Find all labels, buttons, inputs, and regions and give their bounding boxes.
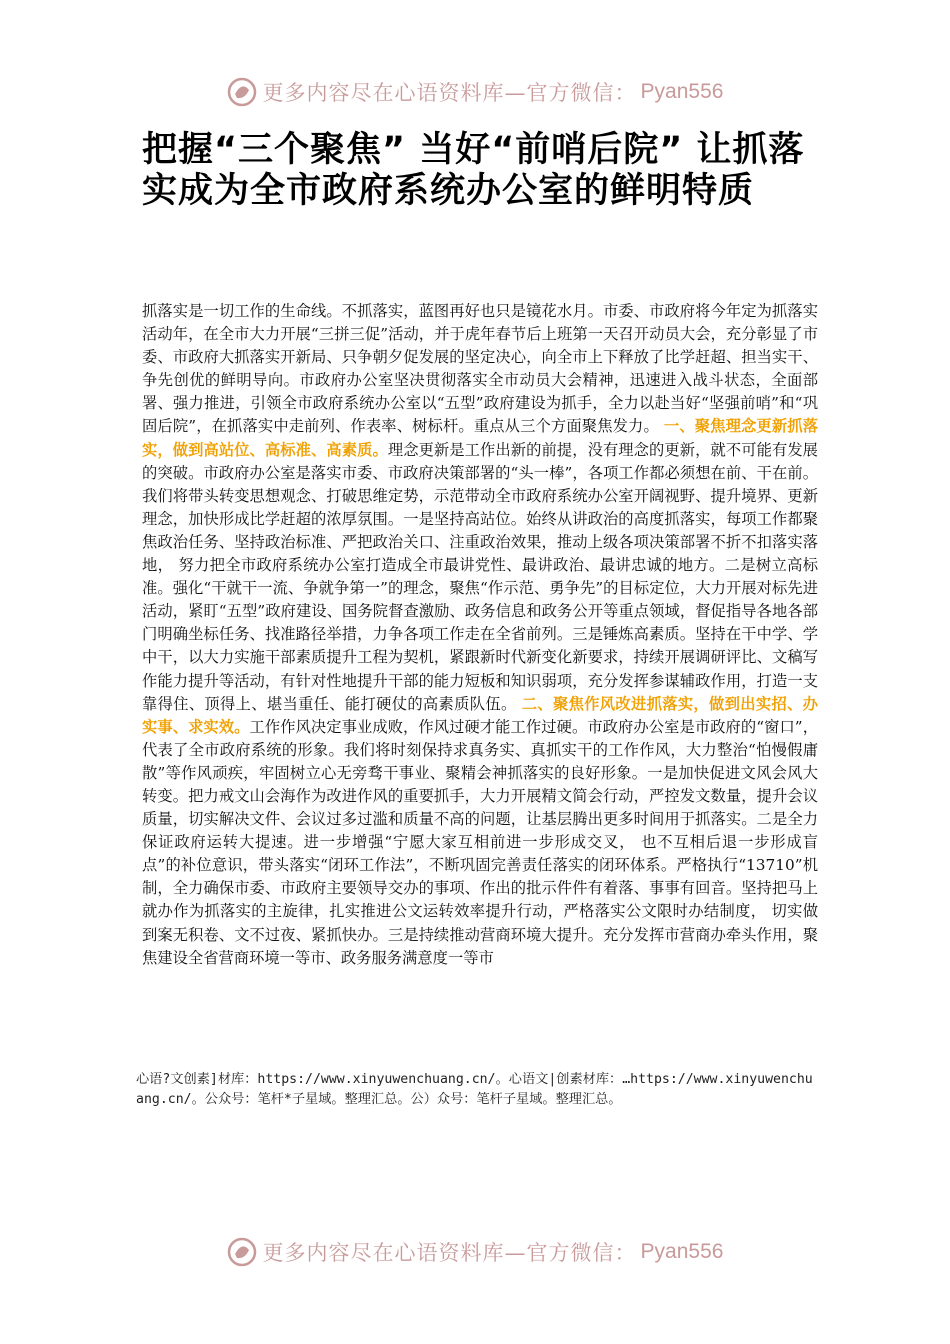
document-title: 把握“三个聚焦” 当好“前哨后院” 让抓落实成为全市政府系统办公室的鲜明特质 [142, 130, 805, 211]
logo-icon [227, 77, 257, 107]
section-heading-1: 一、聚焦理念更新抓落实，做到高站位、高标准、高素质。 [142, 417, 818, 459]
section-heading-2: 二、聚焦作风改进抓落实，做到出实招、办实事、求实效。 [142, 694, 818, 736]
body-paragraph: 工作作风决定事业成败，作风过硬才能工作过硬。市政府办公室是市政府的“窗口”，代表了全市政府系统的形象。我们将时刻保持求真务实、真抓实干的工作作风，大力整治“怕慢假庸散”等作风顽疾，牢固树立心无旁骛干事业、聚精会神抓落实的良好形象。一是加快促进文风会风大转变。把力戒文山会海作为改进作风的重要抓手，大力开展精文简会行动，严控发文数量，提升会议质量，切实解决文件、会议过多过滥和质量不高的问题，让基层腾出更多时间用于抓落实。二是全力保证政府运转大提速。进一步增强“宁愿大家互相前进一步形成交叉， 也不互相后退一步形成盲点”的补位意识，带头落实“闭环工作法”，不断巩固完善责任落实的闭环体系。严格执行“13710”机制，全力确保市委、市政府主要领导交办的事项、作出的批示件件有着落、事事有回音。坚持把马上就办作为抓落实的主旋律，扎实推进公文运转效率提升行动，严格落实公文限时办结制度， 切实做到案无积卷、文不过夜、紧抓快办。三是持续推动营商环境大提升。充分发挥市营商办牵头作用，聚焦建设全省营商环境一等市、政务服务满意度一等市 [142, 717, 818, 967]
banner-wechat-id: Pyan556 [640, 1240, 724, 1263]
footer-banner [0, 1232, 950, 1272]
banner-wechat-id: Pyan556 [640, 80, 724, 103]
banner-text: 更多内容尽在心语资料库—官方微信： [262, 81, 637, 105]
logo-icon [227, 1237, 257, 1267]
body-paragraph: 理念更新是工作出新的前提，没有理念的更新，就不可能有发展的突破。市政府办公室是落实市委、市政府决策部署的“头一棒”，各项工作都必须想在前、干在前。我们将带头转变思想观念、打破思维定势，示范带动全市政府系统办公室开阔视野、提升境界、更新理念，加快形成比学赶超的浓厚氛围。一是坚持高站位。始终从讲政治的高度抓落实，每项工作都聚焦政治任务、坚持政治标准、严把政治关口、注重政治效果，推动上级各项决策部署不折不扣落实落地， 努力把全市政府系统办公室打造成全市最讲党性、最讲政治、最讲忠诚的地方。二是树立高标准。强化“干就干一流、争就争第一”的理念，聚焦“作示范、勇争先”的目标定位，大力开展对标先进活动，紧盯“五型”政府建设、国务院督查激励、政务信息和政务公开等重点领域，督促指导各地各部门明确坐标任务、找准路径举措，力争各项工作走在全省前列。三是锤炼高素质。坚持在干中学、学中干，以大力实施干部素质提升工程为契机，紧跟新时代新变化新要求，持续开展调研评比、文稿写作能力提升等活动，有针对性地提升干部的能力短板和知识弱项，充分发挥参谋辅政作用，打造一支靠得住、顶得上、堪当重任、能打硬仗的高素质队伍。 [142, 440, 818, 713]
body-text [142, 300, 818, 970]
body-paragraph: 抓落实是一切工作的生命线。不抓落实，蓝图再好也只是镜花水月。市委、市政府将今年定为抓落实活动年，在全市大力开展“三拼三促”活动，并于虎年春节后上班第一天召开动员大会，充分彰显了市委、市政府大抓落实开新局、只争朝夕促发展的坚定决心，向全市上下释放了比学赶超、担当实干、争先创优的鲜明导向。市政府办公室坚决贯彻落实全市动员大会精神，迅速进入战斗状态，全面部署、强力推进，引领全市政府系统办公室以“五型”政府建设为抓手，全力以赴当好“坚强前哨”和“巩固后院”，在抓落实中走前列、作表率、树标杆。重点从三个方面聚焦发力。 [142, 302, 818, 436]
banner-text: 更多内容尽在心语资料库—官方微信： [262, 1241, 637, 1265]
source-footnote: 心语?文创素]材库：https://www.xinyuwenchuang.cn/。心语文|创素材库：…https://www.xinyuwenchuang.cn/。公众号：笔杆*子星域。整理汇总。公）众号：笔杆子星域。整理汇总。 [136, 1072, 813, 1107]
header-banner [0, 72, 950, 112]
